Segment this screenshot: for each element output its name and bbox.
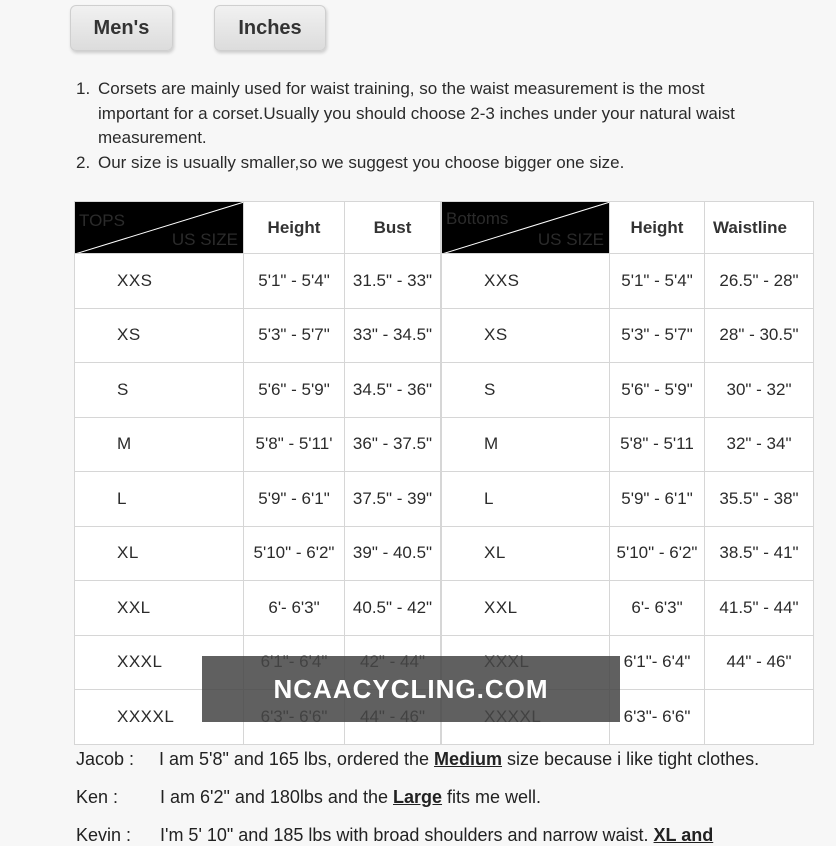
size-cell: L: [75, 472, 244, 527]
note-2-text: Our size is usually smaller,so we suggest you choose bigger one size.: [98, 152, 625, 172]
size-cell: XXXXL: [75, 690, 244, 745]
review-jacob: [76, 749, 759, 770]
height-cell: 5'6" - 5'9": [244, 363, 345, 418]
table-row: [75, 363, 441, 418]
tops-bust-header: Bust: [345, 202, 441, 254]
review-text-before: I am 5'8" and 165 lbs, ordered the: [159, 749, 435, 769]
tops-height-header: Height: [244, 202, 345, 254]
measure-cell: 37.5" - 39": [345, 472, 441, 527]
size-cell: XS: [75, 308, 244, 363]
measure-cell: 34.5" - 36": [345, 363, 441, 418]
size-cell: XXS: [75, 254, 244, 309]
measure-cell: 33" - 34.5": [345, 308, 441, 363]
table-row: [75, 526, 441, 581]
bottoms-header-cell: [442, 202, 610, 254]
bottoms-size-label: US SIZE: [537, 230, 604, 249]
measure-cell: 44" - 46": [705, 635, 814, 690]
note-1-text: Corsets are mainly used for waist training, so the waist measurement is the most important for a corset.Usually you should choose 2-3 inches under your natural waist measurement.: [98, 79, 735, 147]
inches-button[interactable]: Inches: [214, 5, 326, 51]
measure-cell: 35.5" - 38": [705, 472, 814, 527]
review-size-highlight: Large: [393, 787, 443, 807]
table-row: [75, 472, 441, 527]
height-cell: 5'6" - 5'9": [610, 363, 705, 418]
height-cell: 5'10" - 6'2": [244, 526, 345, 581]
measure-cell: 28" - 30.5": [705, 308, 814, 363]
table-row: [75, 581, 441, 636]
review-name: Ken :: [76, 787, 119, 807]
measure-cell: 38.5" - 41": [705, 526, 814, 581]
review-size-highlight: XL and: [653, 825, 714, 845]
size-cell: S: [75, 363, 244, 418]
size-cell: L: [442, 472, 610, 527]
tops-header-label: TOPS: [79, 211, 125, 230]
table-row: [442, 472, 814, 527]
review-size-highlight: Medium: [434, 749, 503, 769]
height-cell: 5'8" - 5'11': [244, 417, 345, 472]
height-cell: 5'1" - 5'4": [610, 254, 705, 309]
review-text-after: fits me well.: [442, 787, 542, 807]
size-cell: XXL: [442, 581, 610, 636]
height-cell: 5'9" - 6'1": [610, 472, 705, 527]
size-cell: XXS: [442, 254, 610, 309]
table-row: [442, 581, 814, 636]
table-row: [442, 254, 814, 309]
note-1: [76, 77, 776, 151]
review-text-after: size because i like tight clothes.: [502, 749, 760, 769]
mens-button[interactable]: Men's: [70, 5, 173, 51]
measure-cell: 36" - 37.5": [345, 417, 441, 472]
bottoms-waistline-header: Waistline: [705, 202, 814, 254]
measure-cell: 30" - 32": [705, 363, 814, 418]
measure-cell: [705, 690, 814, 745]
measure-cell: 41.5" - 44": [705, 581, 814, 636]
height-cell: 5'1" - 5'4": [244, 254, 345, 309]
size-cell: M: [442, 417, 610, 472]
height-cell: 6'- 6'3": [610, 581, 705, 636]
bottoms-header-label: Bottoms: [446, 209, 509, 228]
height-cell: 6'1"- 6'4": [610, 635, 705, 690]
measure-cell: 32" - 34": [705, 417, 814, 472]
height-cell: 5'3" - 5'7": [244, 308, 345, 363]
table-row: [442, 363, 814, 418]
height-cell: 5'10" - 6'2": [610, 526, 705, 581]
note-2: [76, 151, 776, 176]
review-ken: [76, 787, 541, 808]
height-cell: 5'3" - 5'7": [610, 308, 705, 363]
review-name: Kevin :: [76, 825, 132, 845]
measure-cell: 26.5" - 28": [705, 254, 814, 309]
height-cell: 6'3"- 6'6": [610, 690, 705, 745]
size-cell: XXL: [75, 581, 244, 636]
site-watermark: NCAACYCLING.COM: [202, 656, 620, 722]
note-1-number: 1.: [76, 79, 91, 98]
table-row: [442, 417, 814, 472]
table-row: [442, 308, 814, 363]
table-row: [75, 308, 441, 363]
review-name: Jacob :: [76, 749, 135, 769]
tops-size-label: US SIZE: [171, 230, 238, 249]
height-cell: 6'- 6'3": [244, 581, 345, 636]
size-cell: XXXL: [75, 635, 244, 690]
height-cell: 5'8" - 5'11: [610, 417, 705, 472]
review-text-before: I am 6'2" and 180lbs and the: [160, 787, 393, 807]
size-cell: XL: [75, 526, 244, 581]
size-cell: M: [75, 417, 244, 472]
tops-header-cell: [75, 202, 244, 254]
measure-cell: 31.5" - 33": [345, 254, 441, 309]
size-cell: S: [442, 363, 610, 418]
size-cell: XS: [442, 308, 610, 363]
table-row: [442, 526, 814, 581]
measure-cell: 39" - 40.5": [345, 526, 441, 581]
table-row: [75, 254, 441, 309]
measure-cell: 40.5" - 42": [345, 581, 441, 636]
size-cell: XL: [442, 526, 610, 581]
review-text-before: I'm 5' 10" and 185 lbs with broad shoulders and narrow waist.: [160, 825, 654, 845]
size-notes: [76, 77, 776, 175]
note-2-number: 2.: [76, 152, 91, 172]
bottoms-height-header: Height: [610, 202, 705, 254]
table-row: [75, 417, 441, 472]
height-cell: 5'9" - 6'1": [244, 472, 345, 527]
